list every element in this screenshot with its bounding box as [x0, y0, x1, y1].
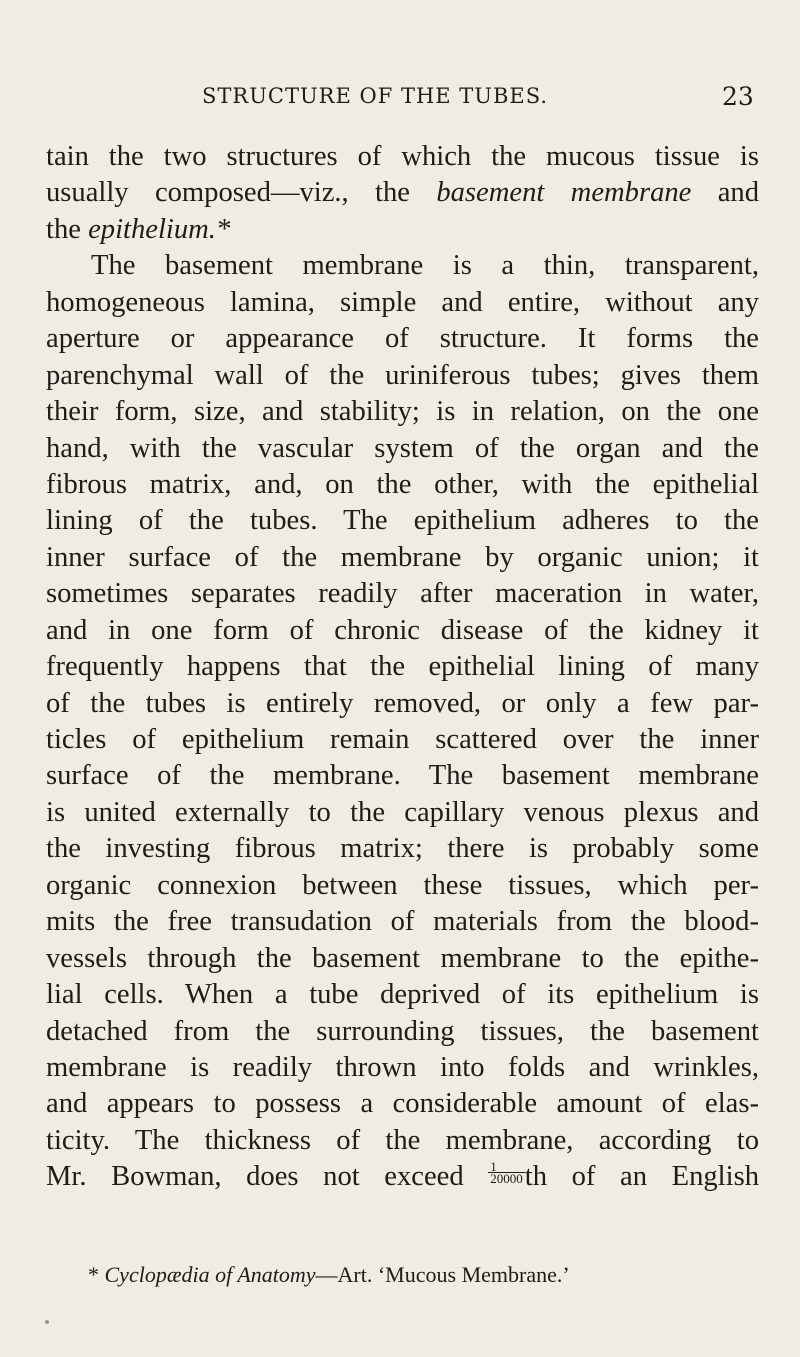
text-line: fibrous matrix, and, on the other, with the epithelial — [46, 468, 759, 500]
text-line: aperture or appearance of structure. It forms the — [46, 323, 759, 355]
text-line: tain the two structures of which the mucous tissue is — [46, 141, 759, 172]
page-number: 23 — [722, 82, 754, 111]
running-head — [0, 84, 800, 114]
header-title: STRUCTURE OF THE TUBES. — [202, 84, 549, 108]
text-line — [46, 212, 759, 248]
text-line: ticles of epithelium remain scattered over the inner — [46, 724, 759, 755]
text-line: of the tubes is entirely removed, or only a few par- — [46, 687, 759, 719]
text-run: and — [691, 177, 760, 209]
text-run: the — [46, 213, 89, 245]
text-line: homogeneous lamina, simple and entire, without any — [46, 286, 759, 318]
body-text — [46, 139, 759, 1196]
fraction — [488, 1159, 525, 1187]
paper-speck — [45, 1320, 49, 1324]
text-line: and in one form of chronic disease of the kidney it — [46, 614, 759, 646]
text-line: hand, with the vascular system of the organ and the — [46, 432, 759, 464]
text-line: organic connexion between these tissues, which per- — [46, 869, 759, 901]
emphasis-term: basement membrane — [436, 177, 692, 209]
emphasis-term: epithelium.* — [88, 213, 231, 245]
text-line: detached from the surrounding tissues, the basement — [46, 1015, 759, 1047]
text-line: ticity. The thickness of the membrane, according to — [46, 1124, 759, 1156]
text-line: lial cells. When a tube deprived of its epithelium is — [46, 979, 759, 1011]
footnote — [88, 1261, 768, 1289]
text-line — [46, 175, 759, 211]
text-line: sometimes separates readily after maceration in water, — [46, 578, 759, 610]
text-line — [46, 1159, 759, 1195]
text-line: the investing fibrous matrix; there is probably some — [46, 833, 759, 865]
text-line: and appears to possess a considerable amount of elas- — [46, 1088, 759, 1120]
footnote-source-title: Cyclopædia of Anatomy — [104, 1262, 316, 1287]
text-line: vessels through the basement membrane to the epithe- — [46, 942, 759, 974]
text-line: frequently happens that the epithelial lining of many — [46, 651, 759, 683]
text-run: usually composed—viz., the — [46, 177, 437, 209]
text-line: is united externally to the capillary venous plexus and — [46, 796, 759, 828]
text-line: their form, size, and stability; is in relation, on the one — [46, 396, 759, 428]
text-line: parenchymal wall of the uriniferous tubes; gives them — [46, 359, 759, 391]
fraction-numerator: 1 — [488, 1161, 525, 1173]
text-run: Mr. Bowman, does not exceed — [46, 1161, 489, 1193]
text-line: mits the free transudation of materials from the blood- — [46, 906, 759, 938]
footnote-marker: * — [88, 1262, 99, 1287]
paragraph-first-line: The basement membrane is a thin, transparent, — [91, 250, 759, 282]
fraction-denominator: 20000 — [490, 1171, 523, 1187]
text-run: th of an English — [524, 1161, 759, 1193]
text-line: inner surface of the membrane by organic union; it — [46, 541, 759, 573]
text-line: surface of the membrane. The basement membrane — [46, 760, 759, 792]
footnote-text: —Art. ‘Mucous Membrane.’ — [315, 1262, 570, 1287]
text-line: membrane is readily thrown into folds and wrinkles, — [46, 1051, 759, 1083]
text-line: lining of the tubes. The epithelium adheres to the — [46, 505, 759, 537]
